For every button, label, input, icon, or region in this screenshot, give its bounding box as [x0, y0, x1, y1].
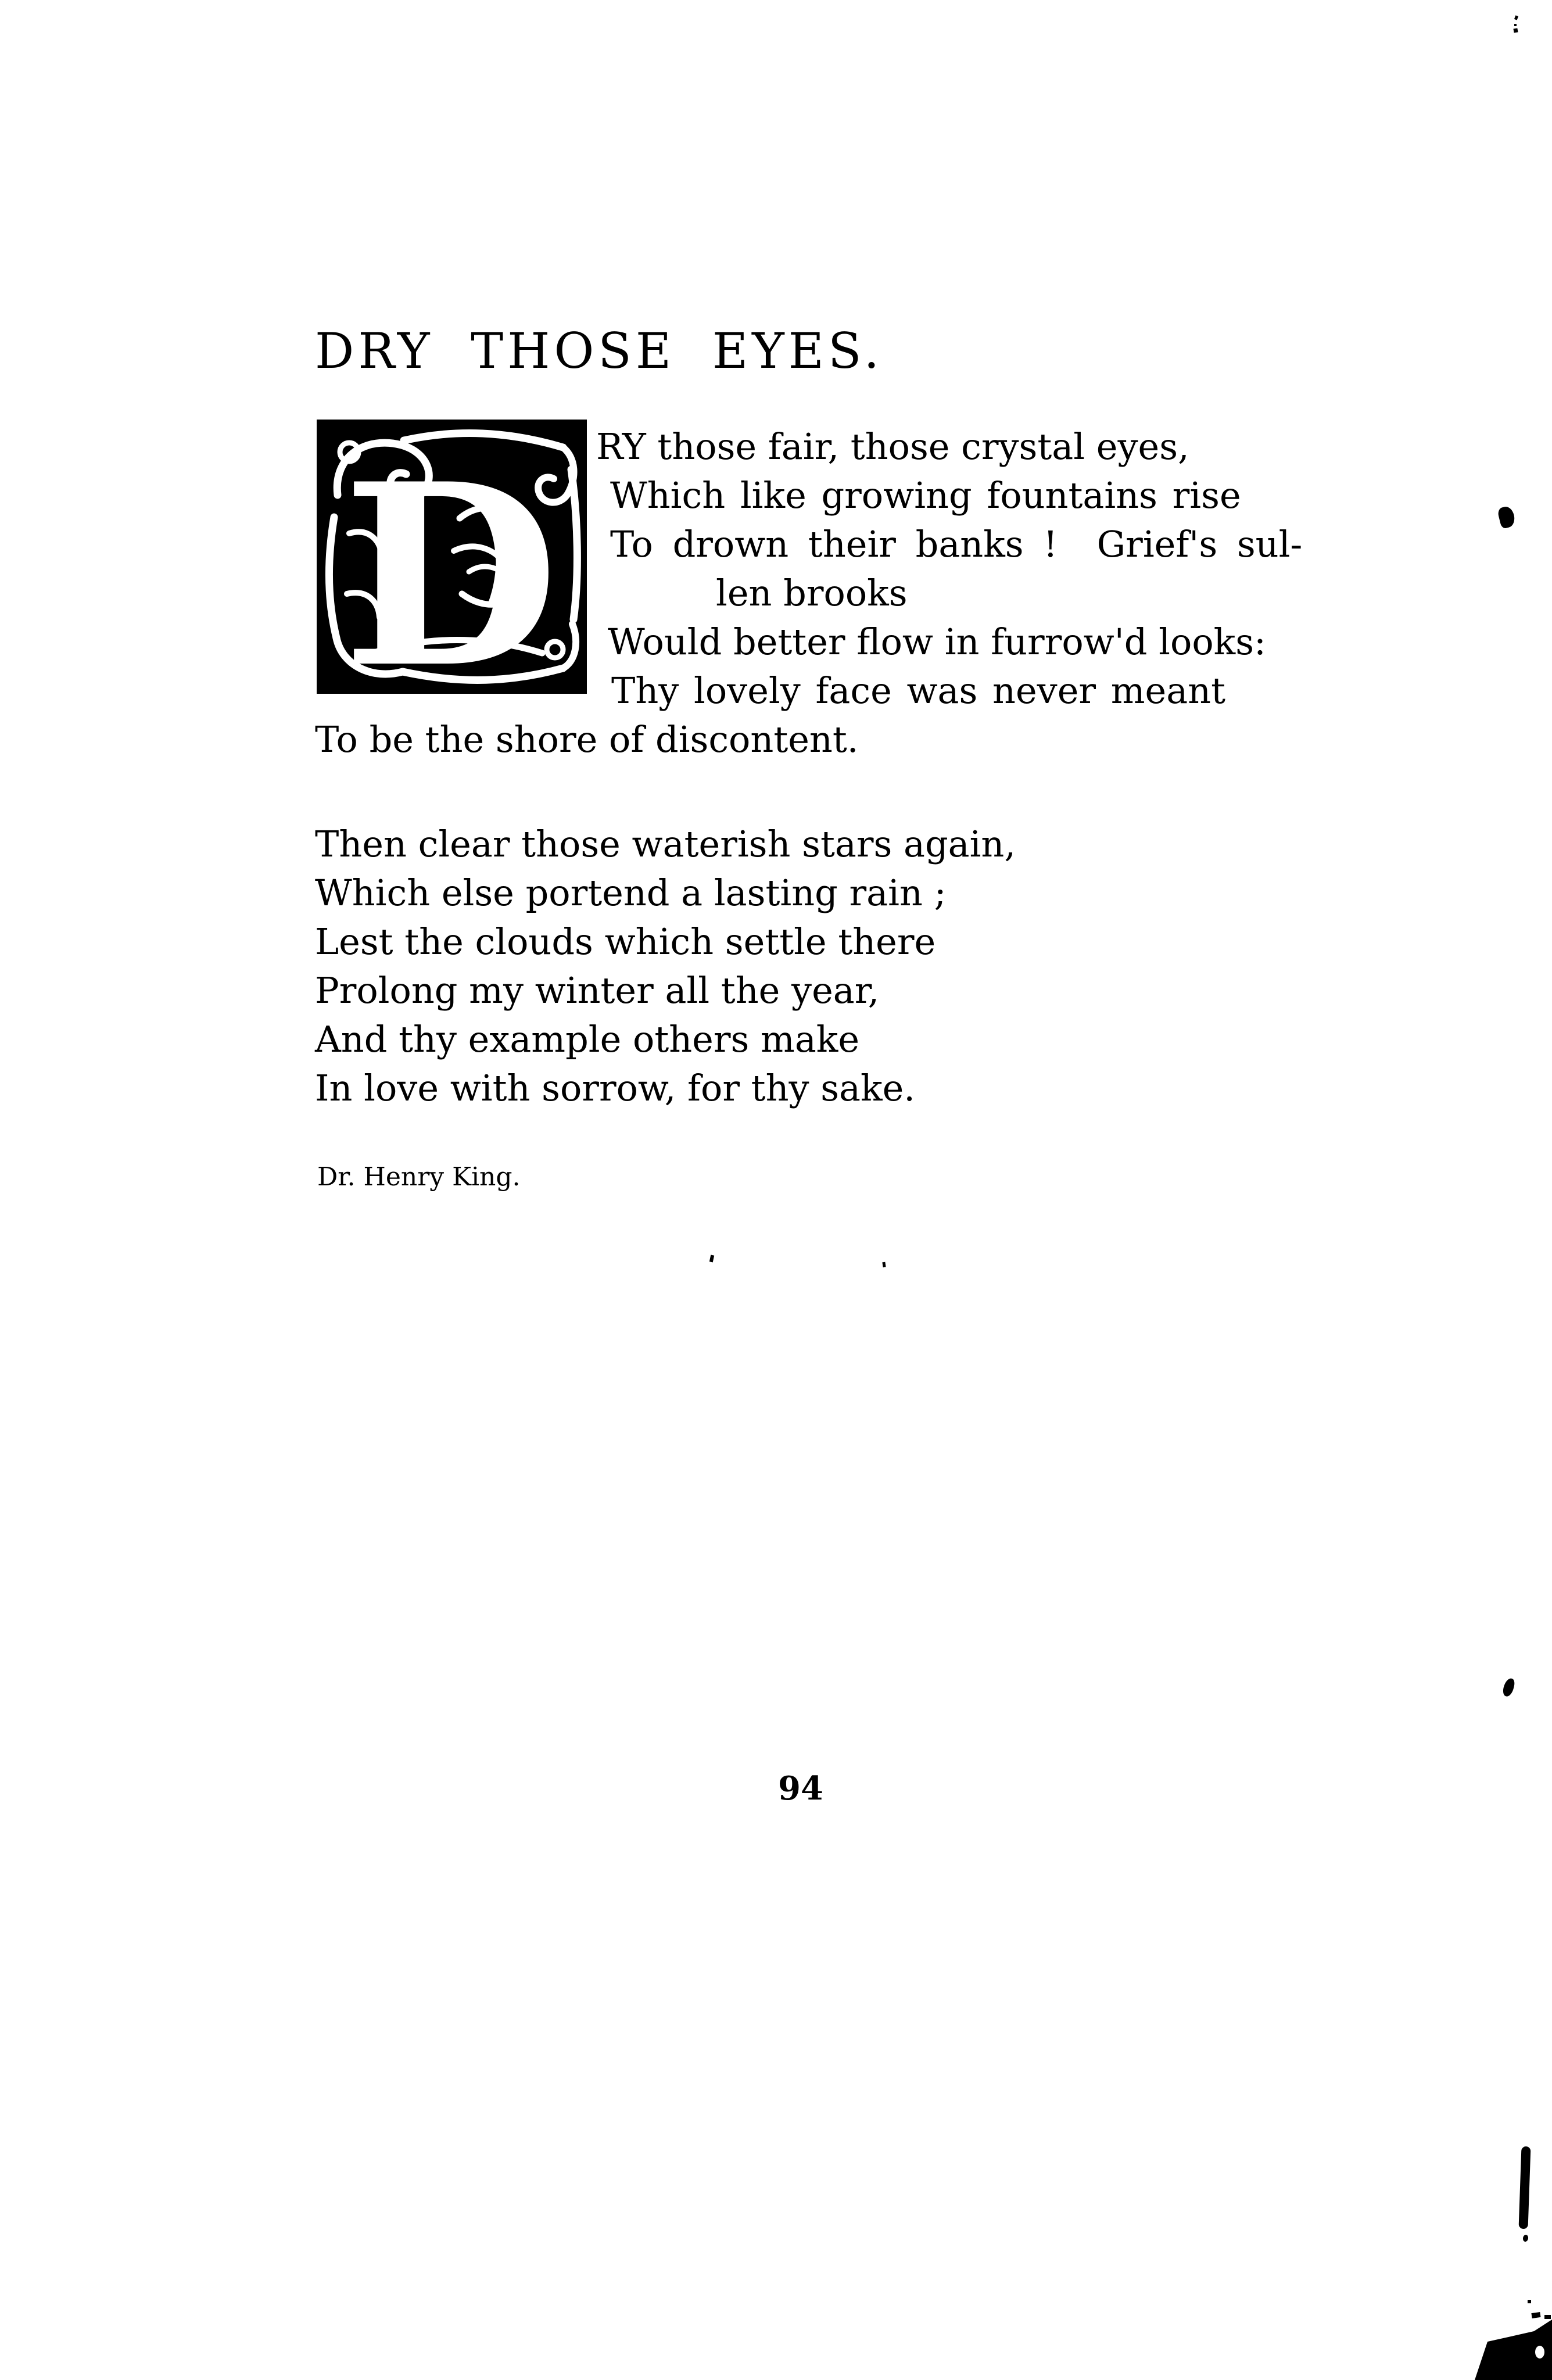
scan-speck	[1514, 15, 1518, 20]
poem-line: len brooks	[716, 572, 908, 614]
scan-ink-blot	[1497, 505, 1517, 529]
scan-corner-shadow	[1474, 2316, 1552, 2380]
poem-line: Then clear those waterish stars again,	[315, 823, 1016, 865]
poem-line: Prolong my winter all the year,	[315, 969, 880, 1012]
poem-line: Which like growing fountains rise	[610, 474, 1241, 517]
scan-ink-blot	[1501, 1677, 1515, 1697]
scan-speck	[882, 1262, 886, 1268]
scan-speck	[1514, 24, 1517, 26]
poem-line: In love with sorrow, for thy sake.	[315, 1067, 915, 1109]
poem-line: To drown their banks ! Grief's sul-	[610, 523, 1303, 565]
scan-speck	[709, 1255, 714, 1263]
scan-speck	[1528, 2300, 1531, 2303]
poem-line: And thy example others make	[315, 1018, 860, 1060]
scan-speck	[1513, 28, 1518, 33]
poem-line: Lest the clouds which settle there	[315, 920, 936, 963]
poem-line: Would better flow in furrow'd looks:	[608, 621, 1266, 663]
poem-line: RY those fair, those crystal eyes,	[596, 425, 1189, 468]
page-number: 94	[778, 1769, 823, 1808]
poem-attribution: Dr. Henry King.	[317, 1162, 521, 1192]
scan-speck	[1522, 2234, 1529, 2242]
poem-line: Thy lovely face was never meant	[611, 669, 1226, 712]
poem-line: To be the shore of discontent.	[315, 718, 859, 761]
drop-cap-letter: D	[342, 429, 559, 694]
ornamental-drop-cap-icon	[317, 420, 587, 694]
poem-title: DRY THOSE EYES.	[315, 322, 884, 379]
scan-ink-streak	[1519, 2146, 1531, 2229]
poem-line: Which else portend a lasting rain ;	[315, 872, 947, 914]
